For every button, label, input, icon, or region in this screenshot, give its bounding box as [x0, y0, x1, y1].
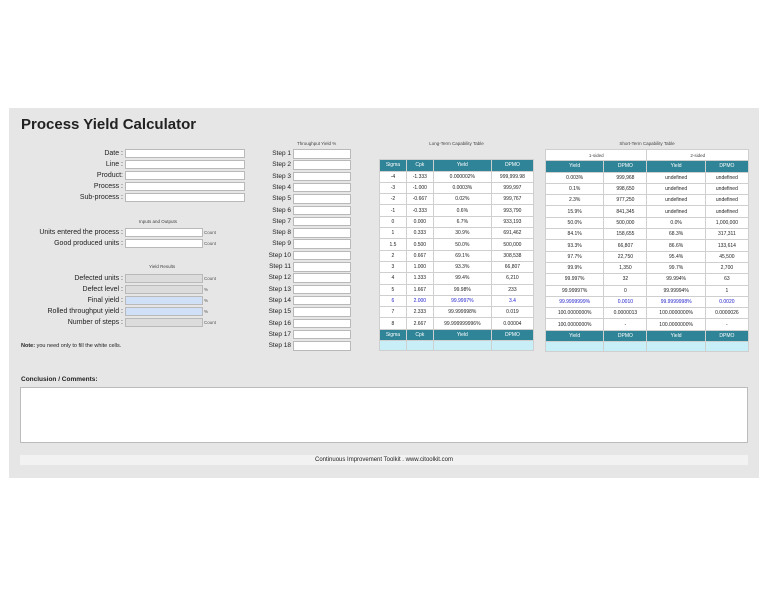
table-cell — [546, 342, 604, 352]
step-label: Step 13 — [268, 285, 291, 293]
table-cell: Yield — [546, 161, 604, 172]
final-yield-unit: % — [204, 298, 209, 303]
rolled-yield-unit: % — [204, 309, 209, 314]
short-term-title: Short-Term Capability Table — [619, 141, 675, 146]
table-cell: 15.9% — [546, 206, 604, 217]
table-cell: undefined — [647, 195, 705, 206]
table-cell: 1.333 — [406, 273, 433, 284]
table-cell: 500,000 — [604, 217, 647, 228]
table-cell: 0.333 — [406, 228, 433, 239]
step-yield-input[interactable] — [293, 228, 351, 238]
table-cell: 45,500 — [705, 251, 748, 262]
rolled-yield-value — [125, 307, 203, 316]
table-cell: 0.000002% — [433, 171, 491, 182]
table-cell: 133,614 — [705, 240, 748, 251]
table-row — [380, 194, 534, 205]
table-cell: 2.3% — [546, 195, 604, 206]
table-cell: 93.3% — [433, 261, 491, 272]
table-cell: 0.0% — [647, 217, 705, 228]
table-cell: 7 — [380, 307, 407, 318]
date-field[interactable] — [125, 149, 245, 158]
table-cell: 0.0000026 — [705, 308, 748, 319]
table-cell: DPMO — [705, 330, 748, 341]
table-row — [380, 216, 534, 227]
table-cell: 68.3% — [647, 229, 705, 240]
table-cell: 100.0000000% — [546, 319, 604, 330]
step-label: Step 14 — [268, 296, 291, 304]
table-cell: -1.333 — [406, 171, 433, 182]
step-label: Step 3 — [272, 172, 291, 180]
table-cell: undefined — [705, 195, 748, 206]
table-row — [546, 262, 749, 273]
note-bold: Note: — [21, 343, 36, 349]
table-cell: 0.500 — [406, 239, 433, 250]
table-cell: 308,538 — [491, 250, 533, 261]
table-cell: 0.0003% — [433, 182, 491, 193]
step-label: Step 4 — [272, 183, 291, 191]
table-cell: -0.667 — [406, 194, 433, 205]
table-cell — [380, 149, 407, 160]
table-cell: 2-sided — [647, 150, 749, 161]
product-field[interactable] — [125, 171, 245, 180]
table-cell: 998,650 — [604, 183, 647, 194]
table-cell: 63 — [705, 274, 748, 285]
table-cell: Sigma — [380, 329, 407, 340]
table-cell: 100.0000000% — [647, 308, 705, 319]
table-cell: DPMO — [604, 161, 647, 172]
table-cell: DPMO — [705, 161, 748, 172]
spreadsheet — [9, 108, 759, 478]
table-cell: - — [604, 319, 647, 330]
step-yield-input[interactable] — [293, 330, 351, 340]
step-yield-input[interactable] — [293, 341, 351, 351]
step-yield-input[interactable] — [293, 239, 351, 249]
table-cell: 32 — [604, 274, 647, 285]
step-yield-input[interactable] — [293, 160, 351, 170]
page-title: Process Yield Calculator — [21, 116, 197, 133]
table-cell: 0.667 — [406, 250, 433, 261]
table-cell: 4 — [380, 273, 407, 284]
table-cell: undefined — [705, 183, 748, 194]
table-row — [380, 307, 534, 318]
step-label: Step 8 — [272, 229, 291, 237]
table-row — [380, 182, 534, 193]
step-label: Step 10 — [268, 251, 291, 259]
table-cell: 95.4% — [647, 251, 705, 262]
table-row — [546, 319, 749, 330]
table-cell — [433, 149, 491, 160]
table-cell: 999,767 — [491, 194, 533, 205]
table-cell: 1,350 — [604, 262, 647, 273]
step-label: Step 6 — [272, 206, 291, 214]
table-cell: 977,250 — [604, 195, 647, 206]
table-row — [546, 308, 749, 319]
step-label: Step 16 — [268, 319, 291, 327]
subprocess-field[interactable] — [125, 193, 245, 202]
table-row — [546, 296, 749, 307]
table-cell — [491, 341, 533, 351]
table-input-row — [380, 341, 534, 351]
defect-level-label: Defect level : — [82, 286, 123, 293]
table-header-row — [546, 161, 749, 172]
step-yield-input[interactable] — [293, 262, 351, 272]
line-label: Line : — [105, 161, 123, 168]
table-cell: 1 — [380, 228, 407, 239]
table-row — [546, 217, 749, 228]
table-cell: 99.999999996% — [433, 318, 491, 329]
table-cell: DPMO — [491, 329, 533, 340]
table-cell: 6.7% — [433, 216, 491, 227]
product-label: Product: — [96, 172, 123, 179]
table-cell: 93.3% — [546, 240, 604, 251]
table-cell: 99.997% — [546, 274, 604, 285]
table-cell: 3 — [380, 261, 407, 272]
table-cell: 1.5 — [380, 239, 407, 250]
table-subheader-row — [546, 150, 749, 161]
table-cell: 0.0020 — [705, 296, 748, 307]
table-cell: 1.667 — [406, 284, 433, 295]
defect-level-unit: % — [204, 287, 209, 292]
rolled-yield-label: Rolled throughput yield : — [47, 308, 123, 315]
step-yield-input[interactable] — [293, 194, 351, 204]
short-term-table — [545, 149, 749, 352]
step-yield-input[interactable] — [293, 307, 351, 317]
table-cell: 30.9% — [433, 228, 491, 239]
step-yield-input[interactable] — [293, 251, 351, 261]
table-input-row — [546, 342, 749, 352]
table-cell: 2.000 — [406, 295, 433, 306]
conclusion-title: Conclusion / Comments: — [21, 376, 98, 383]
defect-level-value — [125, 285, 203, 294]
conclusion-input[interactable] — [20, 387, 748, 443]
table-cell: 69.1% — [433, 250, 491, 261]
units-entered-label: Units entered the process : — [39, 229, 123, 236]
table-cell: Cpk — [406, 329, 433, 340]
defected-units-label: Defected units : — [74, 275, 123, 282]
table-cell: 1-sided — [546, 150, 647, 161]
table-cell: 999,999.98 — [491, 171, 533, 182]
step-label: Step 11 — [269, 263, 291, 270]
table-cell — [406, 149, 433, 160]
table-cell: 99.9% — [546, 262, 604, 273]
defected-units-unit: Count — [204, 276, 217, 281]
table-cell: 0 — [604, 285, 647, 296]
table-cell: Cpk — [406, 160, 433, 171]
units-entered-unit: Count — [204, 230, 217, 235]
table-row — [546, 172, 749, 183]
step-yield-input[interactable] — [293, 285, 351, 295]
table-cell: Sigma — [380, 160, 407, 171]
table-cell: 691,462 — [491, 228, 533, 239]
table-cell: 0.02% — [433, 194, 491, 205]
table-cell: 158,655 — [604, 229, 647, 240]
table-cell: 2,700 — [705, 262, 748, 273]
table-cell: 99.9999999% — [546, 296, 604, 307]
num-steps-unit: Count — [204, 320, 217, 325]
table-cell — [647, 342, 705, 352]
step-label: Step 12 — [268, 274, 291, 282]
table-cell: 6 — [380, 295, 407, 306]
note — [21, 343, 121, 349]
table-cell: Yield — [647, 330, 705, 341]
table-cell: 22,750 — [604, 251, 647, 262]
process-field[interactable] — [125, 182, 245, 191]
table-row — [546, 274, 749, 285]
table-cell: 2 — [380, 250, 407, 261]
table-cell: -2 — [380, 194, 407, 205]
table-cell: 97.7% — [546, 251, 604, 262]
table-row — [546, 183, 749, 194]
table-cell: -1 — [380, 205, 407, 216]
subprocess-label: Sub-process : — [79, 194, 123, 201]
table-row — [546, 285, 749, 296]
long-term-title: Long-Term Capability Table — [429, 141, 484, 146]
table-cell — [406, 341, 433, 351]
results-section-title: Yield Results — [149, 264, 176, 269]
step-yield-input[interactable] — [293, 296, 351, 306]
table-cell: 84.1% — [546, 229, 604, 240]
table-cell: 0.1% — [546, 183, 604, 194]
date-label: Date : — [104, 150, 123, 157]
table-cell: 999,997 — [491, 182, 533, 193]
table-cell: 999,968 — [604, 172, 647, 183]
footer-credit: Continuous Improvement Toolkit . www.citoolkit.com — [20, 455, 748, 465]
throughput-title: Throughput Yield % — [297, 141, 337, 146]
table-row — [380, 239, 534, 250]
table-cell: 1 — [705, 285, 748, 296]
table-cell: 0 — [380, 216, 407, 227]
step-yield-input[interactable] — [293, 149, 351, 159]
table-cell: 50.0% — [546, 217, 604, 228]
table-cell: 993,790 — [491, 205, 533, 216]
step-yield-input[interactable] — [293, 273, 351, 283]
table-row — [546, 251, 749, 262]
step-label: Step 18 — [268, 342, 291, 350]
num-steps-label: Number of steps : — [67, 319, 123, 326]
table-cell: 233 — [491, 284, 533, 295]
note-text: you need only to fill the white cells. — [35, 343, 122, 349]
inputs-section-title: Inputs and Outputs — [139, 219, 178, 224]
table-header-row — [380, 160, 534, 171]
table-cell: 99.99994% — [647, 285, 705, 296]
table-cell: 86.6% — [647, 240, 705, 251]
table-cell: 933,193 — [491, 216, 533, 227]
step-label: Step 9 — [272, 240, 291, 248]
table-cell: 0.00004 — [491, 318, 533, 329]
step-label: Step 1 — [272, 150, 291, 157]
step-yield-input[interactable] — [293, 183, 351, 193]
step-label: Step 7 — [272, 217, 291, 225]
table-row — [380, 261, 534, 272]
table-cell: 100.0000000% — [546, 308, 604, 319]
table-cell: undefined — [705, 172, 748, 183]
table-cell: 50.0% — [433, 239, 491, 250]
table-cell: 99.98% — [433, 284, 491, 295]
table-cell — [380, 341, 407, 351]
table-cell: Yield — [546, 330, 604, 341]
num-steps-value — [125, 318, 203, 327]
table-cell: 66,807 — [491, 261, 533, 272]
step-label: Step 5 — [272, 195, 291, 203]
table-row — [380, 284, 534, 295]
table-row — [380, 228, 534, 239]
table-cell: 0.0010 — [604, 296, 647, 307]
table-row — [380, 205, 534, 216]
table-cell: 100.0000000% — [647, 319, 705, 330]
table-cell — [433, 341, 491, 351]
table-cell: 99.99997% — [546, 285, 604, 296]
table-cell: 1.000 — [406, 261, 433, 272]
table-cell: 99.994% — [647, 274, 705, 285]
table-cell: Yield — [647, 161, 705, 172]
table-cell: 2.667 — [406, 318, 433, 329]
good-units-unit: Count — [204, 241, 217, 246]
table-cell: 3.4 — [491, 295, 533, 306]
step-label: Step 2 — [272, 161, 291, 169]
table-cell: DPMO — [604, 330, 647, 341]
table-cell: 8 — [380, 318, 407, 329]
table-cell: 1,000,000 — [705, 217, 748, 228]
table-row — [380, 250, 534, 261]
line-field[interactable] — [125, 160, 245, 169]
long-term-table — [379, 149, 534, 351]
table-cell: -4 — [380, 171, 407, 182]
table-cell: Yield — [433, 329, 491, 340]
table-cell: undefined — [705, 206, 748, 217]
table-cell: -0.333 — [406, 205, 433, 216]
good-units-label: Good produced units : — [54, 240, 123, 247]
table-cell: 99.9999998% — [647, 296, 705, 307]
table-cell: 99.999998% — [433, 307, 491, 318]
step-yield-input[interactable] — [293, 319, 351, 329]
table-cell: 99.9997% — [433, 295, 491, 306]
table-cell: -3 — [380, 182, 407, 193]
table-cell: undefined — [647, 206, 705, 217]
table-cell: -1.000 — [406, 182, 433, 193]
step-yield-input[interactable] — [293, 172, 351, 182]
table-cell: 0.000 — [406, 216, 433, 227]
table-cell: 2.333 — [406, 307, 433, 318]
final-yield-value — [125, 296, 203, 305]
table-cell: 317,311 — [705, 229, 748, 240]
table-row — [546, 229, 749, 240]
table-cell — [705, 342, 748, 352]
table-cell: - — [705, 319, 748, 330]
good-units-field[interactable] — [125, 239, 203, 248]
table-cell: undefined — [647, 183, 705, 194]
table-footer-header-row — [380, 329, 534, 340]
table-cell: undefined — [647, 172, 705, 183]
table-row — [380, 171, 534, 182]
table-row — [380, 295, 534, 306]
table-row — [546, 195, 749, 206]
step-label: Step 17 — [268, 330, 291, 338]
table-row — [380, 273, 534, 284]
step-yield-input[interactable] — [293, 206, 351, 216]
table-cell: 0.0000013 — [604, 308, 647, 319]
units-entered-field[interactable] — [125, 228, 203, 237]
table-cell — [604, 342, 647, 352]
table-cell: 5 — [380, 284, 407, 295]
table-cell: 841,345 — [604, 206, 647, 217]
table-cell: 0.019 — [491, 307, 533, 318]
step-yield-input[interactable] — [293, 217, 351, 227]
table-cell: 99.4% — [433, 273, 491, 284]
table-cell: DPMO — [491, 160, 533, 171]
table-spacer-row — [380, 149, 534, 160]
table-footer-header-row — [546, 330, 749, 341]
table-cell: 66,807 — [604, 240, 647, 251]
step-label: Step 15 — [268, 308, 291, 316]
process-label: Process : — [93, 183, 123, 190]
table-cell: 0.003% — [546, 172, 604, 183]
table-cell: Yield — [433, 160, 491, 171]
table-cell — [491, 149, 533, 160]
final-yield-label: Final yield : — [87, 297, 123, 304]
table-cell: 0.6% — [433, 205, 491, 216]
table-cell: 99.7% — [647, 262, 705, 273]
table-cell: 6,210 — [491, 273, 533, 284]
defected-units-value — [125, 274, 203, 283]
table-row — [546, 240, 749, 251]
table-cell: 500,000 — [491, 239, 533, 250]
table-row — [380, 318, 534, 329]
table-row — [546, 206, 749, 217]
